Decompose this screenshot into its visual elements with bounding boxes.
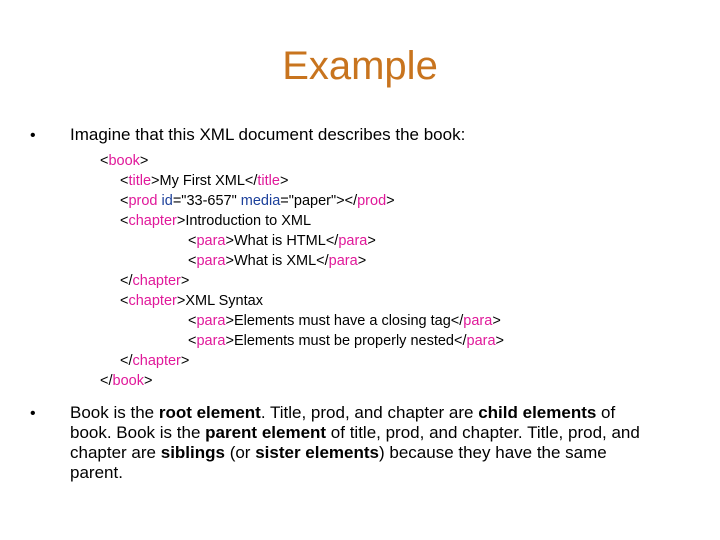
tag-para: para <box>196 333 226 349</box>
chapter-2-text: XML Syntax <box>185 293 263 309</box>
code-line-title: <title>My First XML</title> <box>120 173 289 189</box>
tag-chapter: chapter <box>128 213 177 229</box>
b2-part-8: (or <box>224 443 256 462</box>
attr-id-value: "33-657" <box>181 193 237 209</box>
tag-chapter: chapter <box>128 293 177 309</box>
slide-title: Example <box>282 44 438 88</box>
tag-book-close: book <box>112 373 144 389</box>
tag-para-close: para <box>466 333 496 349</box>
b2-part-10: ) because they have the same parent. <box>70 443 607 482</box>
term-parent-element: parent element <box>205 423 327 442</box>
tag-para-close: para <box>328 253 358 269</box>
chapter-1-text: Introduction to XML <box>185 213 312 229</box>
para-2-text: What is XML <box>233 253 317 269</box>
attr-id: id <box>161 193 173 209</box>
tag-title-close: title <box>257 173 280 189</box>
term-sister-elements: sister elements <box>255 443 379 462</box>
tag-chapter-close: chapter <box>132 273 181 289</box>
tag-para: para <box>196 253 226 269</box>
tag-chapter-close: chapter <box>132 353 181 369</box>
code-line-book-close: </book> <box>100 373 153 389</box>
code-line-para-2: <para>What is XML</para> <box>188 253 367 269</box>
tag-book: book <box>108 153 140 169</box>
b2-part-2: . Title, prod, and chapter are <box>260 403 479 422</box>
term-root-element: root element <box>158 403 261 422</box>
attr-media-value: "paper" <box>288 193 337 209</box>
term-siblings: siblings <box>160 443 225 462</box>
term-child-elements: child elements <box>478 403 597 422</box>
code-line-para-4: <para>Elements must be properly nested</para> <box>188 333 504 349</box>
title-text: My First XML <box>159 173 245 189</box>
b2-part-0: Book is the <box>70 403 159 422</box>
bullet-1-text: Imagine that this XML document describes the book: <box>70 125 466 144</box>
para-3-text: Elements must have a closing tag <box>233 313 451 329</box>
tag-para-close: para <box>463 313 493 329</box>
bullet-marker-2: • <box>30 405 36 422</box>
code-line-chapter-1-open: <chapter>Introduction to XML <box>120 213 312 229</box>
code-line-chapter-1-close: </chapter> <box>120 273 190 289</box>
bullet-2-text <box>70 403 660 483</box>
tag-para: para <box>196 233 226 249</box>
code-line-book-open: <book> <box>100 153 149 169</box>
tag-prod-close: prod <box>357 193 387 209</box>
tag-prod: prod <box>128 193 158 209</box>
para-1-text: What is HTML <box>233 233 326 249</box>
code-line-para-1: <para>What is HTML</para> <box>188 233 376 249</box>
code-line-chapter-2-close: </chapter> <box>120 353 190 369</box>
b2-part-6: of title, prod, and chapter. Title, prod, and chapter are <box>70 423 640 462</box>
code-line-prod: <prod id="33-657" media="paper"></prod> <box>120 193 395 209</box>
code-line-para-3: <para>Elements must have a closing tag</para> <box>188 313 501 329</box>
attr-media: media <box>240 193 281 209</box>
para-4-text: Elements must be properly nested <box>233 333 454 349</box>
b2-part-4: of book. Book is the <box>70 403 616 442</box>
tag-para: para <box>196 313 226 329</box>
code-line-chapter-2-open: <chapter>XML Syntax <box>120 293 263 309</box>
bullet-marker-1: • <box>30 127 36 144</box>
tag-title: title <box>128 173 152 189</box>
tag-para-close: para <box>338 233 368 249</box>
